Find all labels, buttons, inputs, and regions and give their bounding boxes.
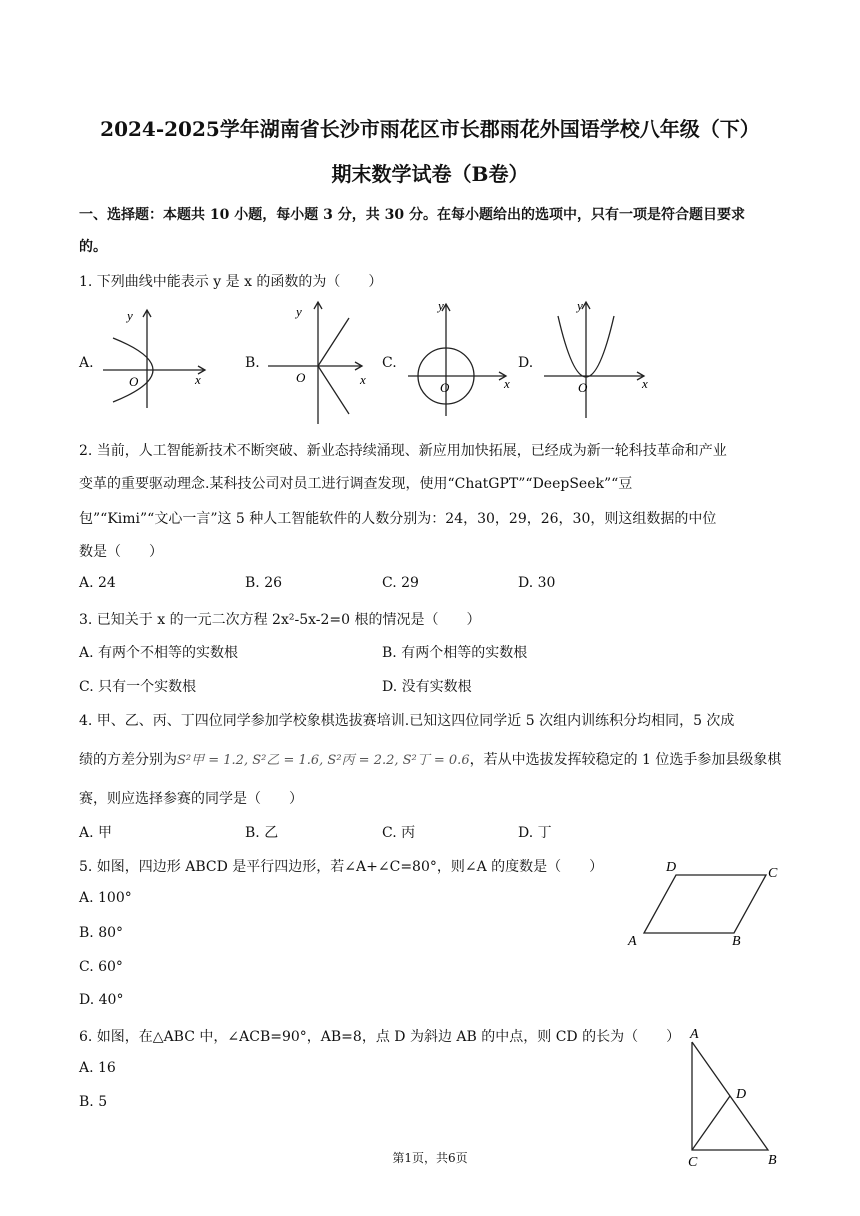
svg-text:A: A: [628, 934, 637, 949]
q3-option-d: D. 没有实数根: [382, 679, 472, 695]
q6-option-b: B. 5: [79, 1094, 108, 1110]
q6-option-a: A. 16: [79, 1060, 116, 1076]
q2-option-d: D. 30: [518, 575, 556, 591]
q5-option-b: B. 80°: [79, 925, 124, 941]
q4-line2-end: ，若从中选拔发挥较稳定的 1 位选手参加县级象棋: [469, 752, 782, 768]
q1-option-a: A.: [79, 355, 94, 371]
svg-text:y: y: [438, 298, 444, 313]
svg-text:x: x: [360, 372, 366, 387]
q4-option-b: B. 乙: [245, 825, 279, 841]
q1-graph-b: [262, 296, 374, 430]
svg-text:x: x: [504, 376, 510, 391]
q4-option-c: C. 丙: [382, 825, 416, 841]
q1-graph-d: [540, 296, 656, 420]
q2-line3: 包”“Kimi”“文心一言”这 5 种人工智能软件的人数分别为：24，30，29，26，30，则这组数据的中位: [79, 511, 717, 527]
exam-title-line2: 期末数学试卷（B卷）: [331, 162, 529, 186]
svg-text:B: B: [732, 934, 741, 949]
q1-graph-c: [402, 296, 518, 420]
svg-text:y: y: [577, 298, 583, 313]
q5-stem: 5. 如图，四边形 ABCD 是平行四边形，若∠A+∠C=80°，则∠A 的度数是（ ）: [79, 859, 604, 875]
page-footer: 第1页，共6页: [392, 1151, 468, 1165]
q3-option-c: C. 只有一个实数根: [79, 679, 197, 695]
q3-option-b: B. 有两个相等的实数根: [382, 645, 528, 661]
q6-stem: 6. 如图，在△ABC 中，∠ACB=90°，AB=8，点 D 为斜边 AB 的中点，则 CD 的长为（ ）: [79, 1029, 681, 1045]
q4-line2-start: 绩的方差分别为: [79, 752, 177, 768]
q5-option-c: C. 60°: [79, 959, 123, 975]
q4-line1: 4. 甲、乙、丙、丁四位同学参加学校象棋选拔赛培训.已知这四位同学近 5 次组内训练积分均相同，5 次成: [79, 713, 735, 729]
q2-line4: 数是（ ）: [79, 544, 163, 560]
exam-title-line1: 2024-2025学年湖南省长沙市雨花区市长郡雨花外国语学校八年级（下）: [100, 117, 760, 141]
q1-option-b: B.: [245, 355, 260, 371]
svg-text:D: D: [736, 1087, 747, 1102]
section-header-line1: 一、选择题：本题共 10 小题，每小题 3 分，共 30 分。在每小题给出的选项中，只有一项是符合题目要求: [79, 207, 745, 223]
svg-text:D: D: [666, 860, 677, 875]
svg-text:y: y: [127, 308, 133, 323]
svg-text:A: A: [690, 1027, 699, 1042]
q2-line1: 2. 当前，人工智能新技术不断突破、新业态持续涌现、新应用加快拓展，已经成为新一轮科技革命和产业: [79, 443, 727, 459]
q5-parallelogram-figure: [620, 855, 790, 955]
q4-line2: [79, 749, 781, 769]
svg-text:O: O: [129, 374, 139, 389]
section-header-line2: 的。: [79, 239, 107, 255]
q1-option-d: D.: [518, 355, 534, 371]
q4-line3: 赛，则应选择参赛的同学是（ ）: [79, 791, 303, 807]
svg-text:C: C: [688, 1155, 698, 1170]
q5-option-a: A. 100°: [79, 890, 132, 906]
q3-option-a: A. 有两个不相等的实数根: [79, 645, 239, 661]
svg-text:O: O: [296, 370, 306, 385]
q1-option-c: C.: [382, 355, 397, 371]
svg-text:x: x: [195, 372, 201, 387]
q4-option-a: A. 甲: [79, 825, 113, 841]
q3-stem: 3. 已知关于 x 的一元二次方程 2x²-5x-2=0 根的情况是（ ）: [79, 612, 481, 628]
svg-text:C: C: [768, 866, 778, 881]
svg-text:B: B: [768, 1153, 777, 1168]
q2-option-a: A. 24: [79, 575, 116, 591]
svg-text:x: x: [642, 376, 648, 391]
q2-option-c: C. 29: [382, 575, 419, 591]
svg-text:y: y: [296, 304, 302, 319]
q4-variances: S²甲 = 1.2, S²乙 = 1.6, S²丙 = 2.2, S²丁 = 0.6: [177, 753, 470, 768]
svg-text:O: O: [440, 380, 450, 395]
q1-graph-a: [95, 300, 215, 412]
svg-text:O: O: [578, 380, 588, 395]
q4-option-d: D. 丁: [518, 825, 552, 841]
q2-option-b: B. 26: [245, 575, 283, 591]
q1-stem: 1. 下列曲线中能表示 y 是 x 的函数的为（ ）: [79, 274, 383, 290]
q2-line2: 变革的重要驱动理念.某科技公司对员工进行调查发现，使用“ChatGPT”“DeepSeek”“豆: [79, 476, 633, 492]
q5-option-d: D. 40°: [79, 992, 124, 1008]
